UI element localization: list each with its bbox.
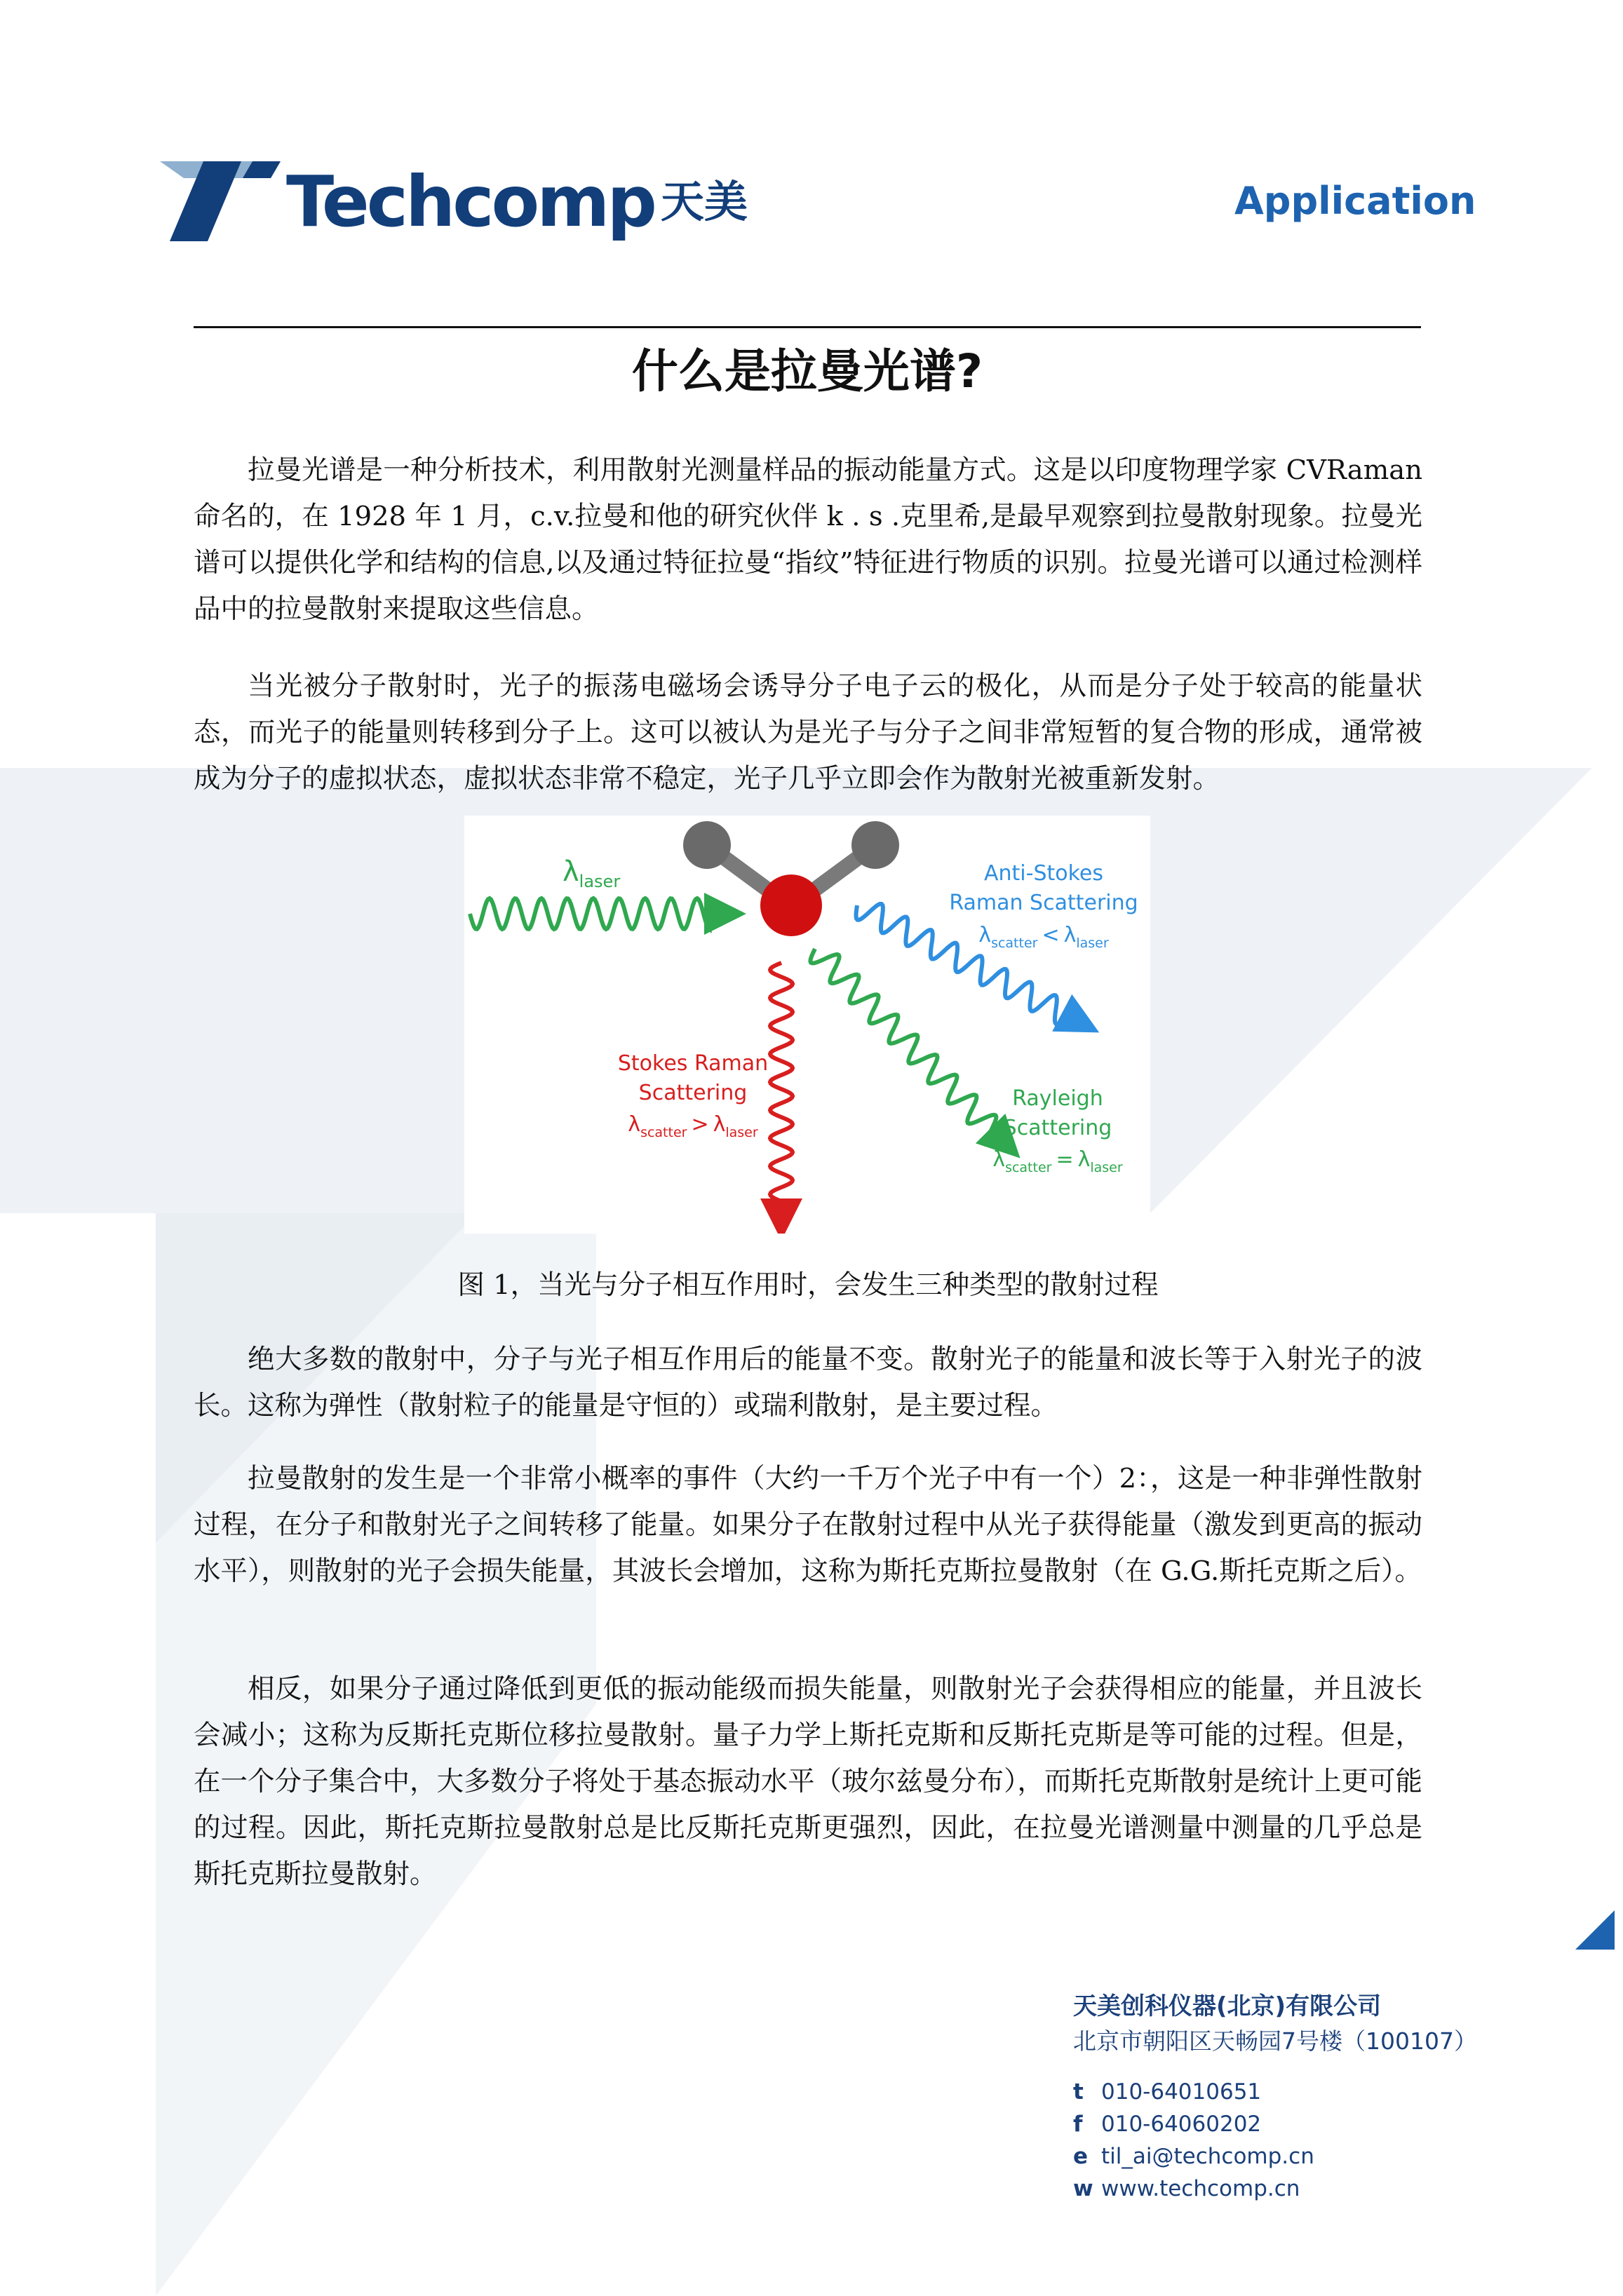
page-title: 什么是拉曼光谱? [631,344,983,398]
contact-key: f [1073,2112,1083,2137]
stokes-wave [770,963,793,1220]
rayleigh-label-line1: Rayleigh [1012,1086,1103,1111]
paragraph-scattering: 当光被分子散射时，光子的振荡电磁场会诱导分子电子云的极化，从而是分子处于较高的能量状态，而光子的能量则转移到分子上。这可以被认为是光子与分子之间非常短暂的复合物的形成，通常被成为分子的虚拟状态，虚拟状态非常不稳定，光子几乎立即会作为散射光被重新发射。 [194,670,1422,795]
contact-fax [1073,2108,1466,2140]
section-label: Application [1234,179,1476,223]
logo-chinese-name: 天美 [661,176,748,227]
techcomp-logo [156,156,773,247]
contact-key: w [1073,2176,1093,2201]
anti-stokes-wave [856,904,1081,1025]
stokes-label-line2: Scattering [638,1081,748,1105]
header-divider [194,326,1421,328]
contact-key: e [1073,2144,1089,2169]
incident-laser-wave [470,898,725,929]
logo-mark-icon [156,156,282,247]
paragraph-intro: 拉曼光谱是一种分析技术，利用散射光测量样品的振动能量方式。这是以印度物理学家 CVRaman 命名的，在 1928 年 1 月，c.v.拉曼和他的研究伙伴 k . s .克里希,是最早观察到拉曼散射现象。拉曼光谱可以提供化学和结构的信息,以及通过特征拉曼“指纹”特征进行物质的识别。拉曼光谱可以通过检测样品中的拉曼散射来提取这些信息。 [194,454,1422,625]
stokes-label-line1: Stokes Raman [617,1051,769,1076]
contact-key: t [1073,2079,1084,2105]
stokes-relation: $\lambda_{scatter} > \lambda_{laser}$ [628,1112,758,1140]
rayleigh-wave [810,949,1005,1143]
corner-triangle-icon [1574,1909,1616,1951]
contact-value[interactable]: 010-64060202 [1101,2112,1262,2137]
contact-website [1073,2173,1466,2205]
rayleigh-relation: $\lambda_{scatter} = \lambda_{laser}$ [992,1147,1123,1175]
anti-stokes-label-line2: Raman Scattering [949,891,1138,915]
contact-email [1073,2140,1466,2173]
company-name: 天美创科仪器(北京)有限公司 [1073,1992,1382,2020]
contact-value[interactable]: 010-64010651 [1101,2079,1262,2105]
paragraph-rayleigh: 绝大多数的散射中，分子与光子相互作用后的能量不变。散射光子的能量和波长等于入射光子的波长。这称为弹性（散射粒子的能量是守恒的）或瑞利散射，是主要过程。 [194,1344,1422,1422]
contact-phone [1073,2076,1466,2108]
scattering-diagram [464,816,1150,1234]
paragraph-stokes: 拉曼散射的发生是一个非常小概率的事件（大约一千万个光子中有一个）2：，这是一种非弹性散射过程，在分子和散射光子之间转移了能量。如果分子在散射过程中从光子获得能量（激发到更高的振动水平），则散射的光子会损失能量，其波长会增加，这称为斯托克斯拉曼散射（在 G.G.斯托克斯之后）。 [194,1463,1422,1587]
figure-caption: 图 1，当光与分子相互作用时，会发生三种类型的散射过程 [457,1269,1159,1301]
company-footer [1073,1989,1477,2205]
rayleigh-label-line2: Scattering [1003,1116,1112,1140]
molecule-icon [683,821,899,936]
paragraph-anti-stokes: 相反，如果分子通过降低到更低的振动能级而损失能量，则散射光子会获得相应的能量，并且波长会减小；这称为反斯托克斯位移拉曼散射。量子力学上斯托克斯和反斯托克斯是等可能的过程。但是，在一个分子集合中，大多数分子将处于基态振动水平（玻尔兹曼分布），而斯托克斯散射是统计上更可能的过程。因此，斯托克斯拉曼散射总是比反斯托克斯更强烈，因此，在拉曼光谱测量中测量的几乎总是斯托克斯拉曼散射。 [194,1673,1422,1890]
raman-scattering-figure [464,816,1150,1234]
company-address: 北京市朝阳区天畅园7号楼（100107） [1073,2027,1477,2055]
anti-stokes-relation: $\lambda_{scatter} < \lambda_{laser}$ [978,923,1109,951]
contact-value[interactable]: til_ai@techcomp.cn [1101,2144,1314,2169]
contact-value[interactable]: www.techcomp.cn [1101,2176,1300,2201]
laser-label: $\lambda_{laser}$ [563,856,621,891]
anti-stokes-label-line1: Anti-Stokes [983,861,1104,886]
logo-wordmark: Techcomp [286,161,654,243]
